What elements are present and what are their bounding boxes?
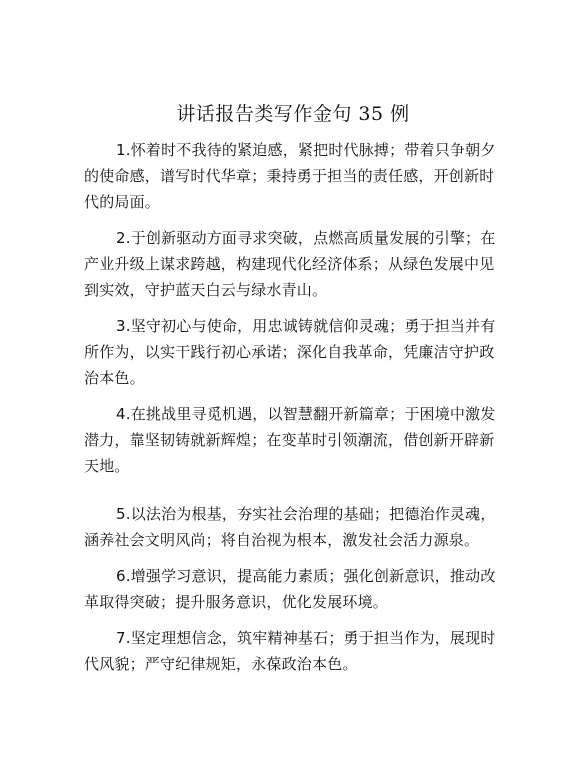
paragraph-5: 5.以法治为根基，夯实社会治理的基础；把德治作灵魂，涵养社会文明风尚；将自治视为根本，激发社会活力源泉。 bbox=[84, 505, 496, 549]
paragraph-7: 7.坚定理想信念，筑牢精神基石；勇于担当作为，展现时代风貌；严守纪律规矩，永葆政治本色。 bbox=[84, 629, 496, 673]
paragraph-4: 4.在挑战里寻觅机遇，以智慧翻开新篇章；于困境中激发潜力，靠坚韧铸就新辉煌；在变革时引领潮流，借创新开辟新天地。 bbox=[84, 405, 496, 475]
document-title: 讲话报告类写作金句 35 例 bbox=[176, 103, 410, 125]
paragraph-1: 1.怀着时不我待的紧迫感，紧把时代脉搏；带着只争朝夕的使命感，谱写时代华章；秉持勇于担当的责任感，开创新时代的局面。 bbox=[84, 141, 496, 211]
paragraph-2: 2.于创新驱动方面寻求突破，点燃高质量发展的引擎；在产业升级上谋求跨越，构建现代化经济体系；从绿色发展中见到实效，守护蓝天白云与绿水青山。 bbox=[84, 229, 496, 299]
paragraph-6: 6.增强学习意识，提高能力素质；强化创新意识，推动改革取得突破；提升服务意识，优化发展环境。 bbox=[84, 567, 496, 611]
document-body bbox=[84, 137, 504, 687]
paragraph-3: 3.坚守初心与使命，用忠诚铸就信仰灵魂；勇于担当并有所作为，以实干践行初心承诺；深化自我革命，凭廉洁守护政治本色。 bbox=[84, 317, 496, 387]
